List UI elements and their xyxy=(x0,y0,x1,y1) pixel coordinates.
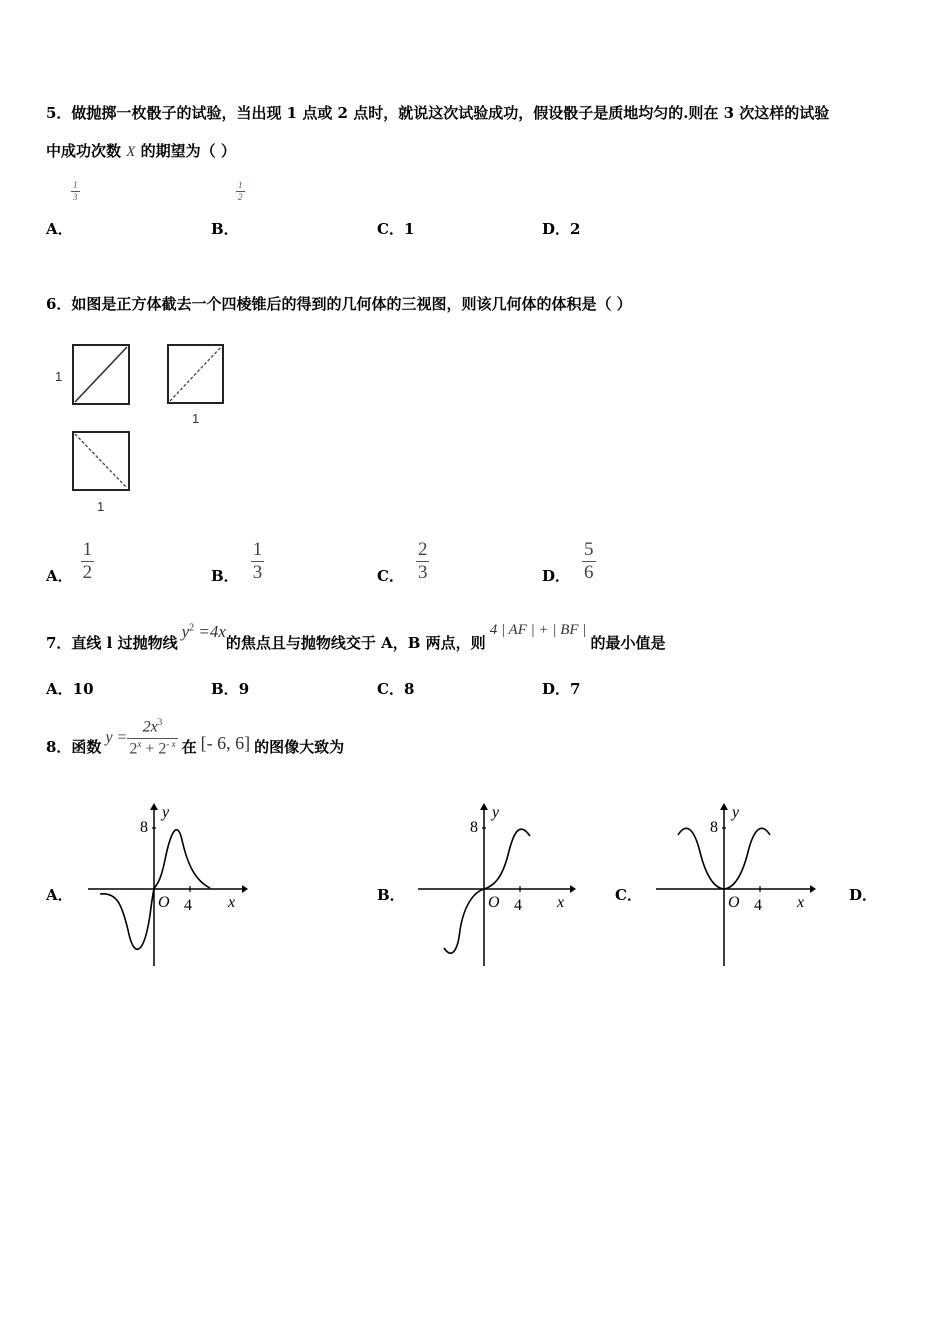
q7-option-b[interactable]: B．9 xyxy=(211,680,250,698)
q5-option-b-fraction: $\frac{1}{2}$ xyxy=(238,180,243,203)
top-view-width-label: 1 xyxy=(97,499,105,514)
q5-var-x: X xyxy=(126,144,136,160)
graph-a-x-label: x xyxy=(228,894,236,911)
q8-graph-c xyxy=(652,800,822,970)
graph-c-origin-label: O xyxy=(728,894,740,911)
graph-b-origin-label: O xyxy=(488,894,500,911)
q8-option-b[interactable]: B． xyxy=(377,886,405,904)
graph-a-tick-x: 4 xyxy=(184,897,192,914)
q8-graph-b xyxy=(412,800,582,970)
front-view xyxy=(73,345,129,404)
q7-stem: 7．直线 l 过抛物线 $y^2 =4x$ 的焦点且与抛物线交于 A，B 两点，则 4 | AF | + | BF | 的最小值是 xyxy=(46,622,666,652)
q7-option-d[interactable]: D．7 xyxy=(542,680,581,698)
q5-option-a-fraction: $\frac{1}{3}$ xyxy=(73,180,78,203)
top-view xyxy=(73,432,129,490)
graph-a-origin-label: O xyxy=(158,894,170,911)
q5-option-c[interactable]: C．1 xyxy=(377,220,415,238)
q6-option-b[interactable]: B． $\frac{1}{3}$ xyxy=(211,539,263,585)
q5-stem-line2: 中成功次数 X 的期望为（ ） xyxy=(46,142,236,160)
graph-c-x-label: x xyxy=(797,894,805,911)
q5-stem-line1: 5．做抛掷一枚骰子的试验，当出现 1 点或 2 点时，就说这次试验成功，假设骰子是质地均匀的.则在 3 次这样的试验 xyxy=(46,104,830,122)
graph-b-tick-x: 4 xyxy=(514,897,522,914)
graph-b-y-label: y xyxy=(492,804,500,821)
q5-option-d[interactable]: D．2 xyxy=(542,220,581,238)
q8-interval: [- 6, 6] xyxy=(200,732,251,753)
graph-a-y-label: y xyxy=(162,804,170,821)
graph-c-tick-y: 8 xyxy=(710,819,718,836)
q7-expression: 4 | AF | + | BF | xyxy=(489,622,587,638)
q6-option-d[interactable]: D． $\frac{5}{6}$ xyxy=(542,539,594,585)
q5-option-a[interactable]: A． xyxy=(46,220,73,238)
side-view xyxy=(168,345,223,403)
graph-a-tick-y: 8 xyxy=(140,819,148,836)
q5-option-b[interactable]: B． xyxy=(211,220,239,238)
q8-option-d[interactable]: D． xyxy=(849,886,878,904)
q7-option-c[interactable]: C．8 xyxy=(377,680,415,698)
q8-option-a[interactable]: A． xyxy=(46,886,73,904)
side-view-width-label: 1 xyxy=(192,411,200,426)
q6-three-views xyxy=(50,335,250,520)
q7-option-a[interactable]: A．10 xyxy=(46,680,94,698)
q8-stem: 8．函数 y = $\frac{2x^3}{2^x + 2^{- x}}$ 在 [- 6, 6] 的图像大致为 xyxy=(46,717,345,757)
q6-stem: 6．如图是正方体截去一个四棱锥后的得到的几何体的三视图，则该几何体的体积是（ ） xyxy=(46,295,632,313)
q8-y: y = xyxy=(105,729,128,746)
q7-parabola-equation: $y^2 =4x$ xyxy=(181,622,226,641)
graph-b-tick-y: 8 xyxy=(470,819,478,836)
q6-option-a[interactable]: A． $\frac{1}{2}$ xyxy=(46,539,93,585)
graph-c-y-label: y xyxy=(732,804,740,821)
q8-function-fraction: $\frac{2x^3}{2^x + 2^{- x}}$ xyxy=(129,717,176,757)
q6-option-c[interactable]: C． $\frac{2}{3}$ xyxy=(377,539,428,585)
q8-graph-a xyxy=(82,800,252,970)
front-view-height-label: 1 xyxy=(55,369,63,384)
graph-b-x-label: x xyxy=(557,894,565,911)
q8-option-c[interactable]: C． xyxy=(615,886,642,904)
graph-c-tick-x: 4 xyxy=(754,897,762,914)
